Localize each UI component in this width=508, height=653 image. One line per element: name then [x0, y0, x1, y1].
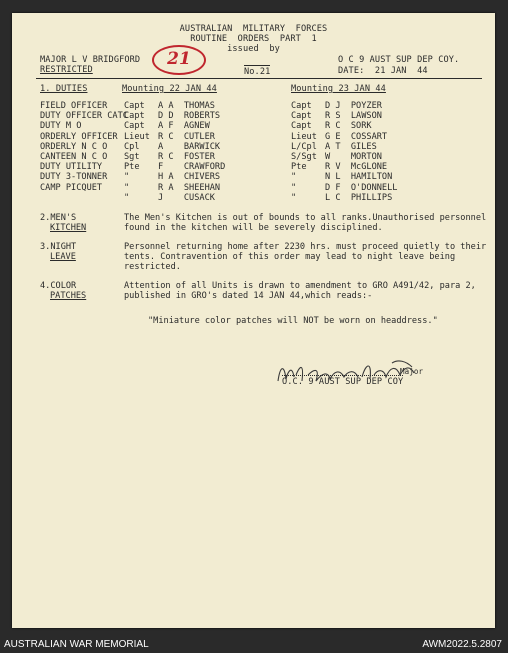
duty-cell-duty: DUTY UTILITY — [40, 162, 103, 173]
duty-cell-n1: R C CUTLER — [158, 131, 215, 142]
duty-cell-n2: G E COSSART — [325, 131, 388, 142]
duty-cell-n1: D D ROBERTS — [158, 111, 221, 122]
order-number: No.21 — [244, 67, 271, 77]
duty-cell-duty: CAMP PICQUET — [40, 182, 103, 193]
archive-name: AUSTRALIAN WAR MEMORIAL — [4, 639, 149, 650]
duty-cell-r1: Lieut — [124, 131, 150, 142]
duty-cell-r2: Capt — [291, 121, 312, 132]
restricted-label: RESTRICTED — [40, 65, 93, 75]
duty-cell-duty: ORDERLY OFFICER — [40, 131, 118, 142]
duty-cell-r1: Capt — [124, 121, 145, 132]
duty-cell-r1: Sgt — [124, 152, 140, 162]
duty-cell-r2: Capt — [291, 101, 312, 111]
duty-cell-n1: R C FOSTER — [158, 152, 215, 162]
duty-cell-r1: " — [124, 172, 130, 183]
duty-cell-n1: J CUSACK — [158, 192, 215, 203]
section-number-label: 3.NIGHT — [40, 242, 77, 252]
section-title-label: PATCHES — [50, 291, 87, 302]
duty-cell-r1: Capt — [124, 111, 145, 122]
duty-cell-n1: F CRAWFORD — [158, 162, 226, 173]
section-body-text: Personnel returning home after 2230 hrs. must proceed quietly to their tents. Contravention of this order may lead to night leave being restricted. — [124, 242, 487, 273]
duty-cell-n2: R S LAWSON — [325, 111, 382, 122]
duty-cell-r1: Pte — [124, 162, 140, 173]
duty-cell-n2: D F O'DONNELL — [325, 182, 398, 193]
duty-cell-duty: DUTY 3-TONNER — [40, 172, 108, 183]
duty-cell-n2: D J POYZER — [325, 101, 382, 111]
order-number-stamp — [152, 45, 206, 75]
duty-cell-r2: S/Sgt — [291, 152, 317, 162]
duty-cell-r2: " — [291, 192, 297, 203]
duty-cell-r1: Cpl — [124, 141, 140, 152]
day2-heading: Mounting 23 JAN 44 — [291, 84, 386, 94]
signatory-title: O.C. 9 AUST SUP DEP COY — [282, 377, 404, 387]
quoted-amendment: "Miniature color patches will NOT be worn on headdress." — [148, 316, 438, 326]
section-title-label: KITCHEN — [50, 223, 87, 234]
duty-cell-r1: " — [124, 192, 130, 203]
duty-cell-duty: DUTY OFFICER CATC — [40, 111, 128, 122]
section-number-label: 4.COLOR — [40, 281, 77, 291]
duty-cell-r2: " — [291, 182, 297, 193]
duty-cell-r2: Lieut — [291, 131, 317, 142]
issuing-unit: O C 9 AUST SUP DEP COY. — [338, 55, 460, 65]
duties-heading: 1. DUTIES — [40, 84, 88, 94]
document-page — [12, 13, 495, 628]
header-line-3: issued by — [227, 44, 280, 54]
duty-cell-r2: " — [291, 172, 297, 183]
header-line-2: ROUTINE ORDERS PART 1 — [190, 34, 317, 44]
duty-cell-r2: L/Cpl — [291, 141, 317, 152]
header-line-1: AUSTRALIAN MILITARY FORCES — [179, 24, 328, 34]
archive-footer — [0, 636, 508, 653]
stamp-number: 21 — [167, 49, 191, 69]
header-rule — [36, 78, 482, 79]
duty-cell-n1: R A SHEEHAN — [158, 182, 221, 193]
order-date: DATE: 21 JAN 44 — [338, 66, 428, 76]
duty-cell-n2: R V McGLONE — [325, 162, 388, 173]
duty-cell-n2: N L HAMILTON — [325, 172, 393, 183]
duty-cell-n2: W MORTON — [325, 152, 382, 162]
signatory-rank: Major — [400, 367, 424, 376]
issuer-name: MAJOR L V BRIDGFORD — [40, 55, 141, 65]
section-body-text: The Men's Kitchen is out of bounds to all ranks.Unauthorised personnel found in the kitchen will be severely disciplined. — [124, 213, 487, 234]
duty-cell-duty: ORDERLY N C O — [40, 141, 108, 152]
duty-cell-duty: FIELD OFFICER — [40, 101, 108, 111]
duty-cell-r2: Capt — [291, 111, 312, 122]
section-title-label: LEAVE — [50, 252, 76, 263]
duty-cell-r2: Pte — [291, 162, 307, 173]
day1-heading: Mounting 22 JAN 44 — [122, 84, 217, 94]
duty-cell-duty: DUTY M O — [40, 121, 82, 132]
duty-cell-n2: L C PHILLIPS — [325, 192, 393, 203]
duty-cell-r1: " — [124, 182, 130, 193]
duty-cell-n1: A A THOMAS — [158, 101, 215, 111]
duty-cell-n2: A T GILES — [325, 141, 377, 152]
section-number-label: 2.MEN'S — [40, 213, 77, 223]
duty-cell-n1: H A CHIVERS — [158, 172, 221, 183]
duty-cell-n2: R C SORK — [325, 121, 372, 132]
duty-cell-duty: CANTEEN N C O — [40, 152, 108, 162]
duty-cell-n1: A BARWICK — [158, 141, 221, 152]
duty-cell-r1: Capt — [124, 101, 145, 111]
archive-reference: AWM2022.5.2807 — [422, 639, 502, 650]
duty-cell-n1: A F AGNEW — [158, 121, 210, 132]
section-body-text: Attention of all Units is drawn to amendment to GRO A491/42, para 2, published in GRO's dated 14 JAN 44,which reads:- — [124, 281, 476, 302]
